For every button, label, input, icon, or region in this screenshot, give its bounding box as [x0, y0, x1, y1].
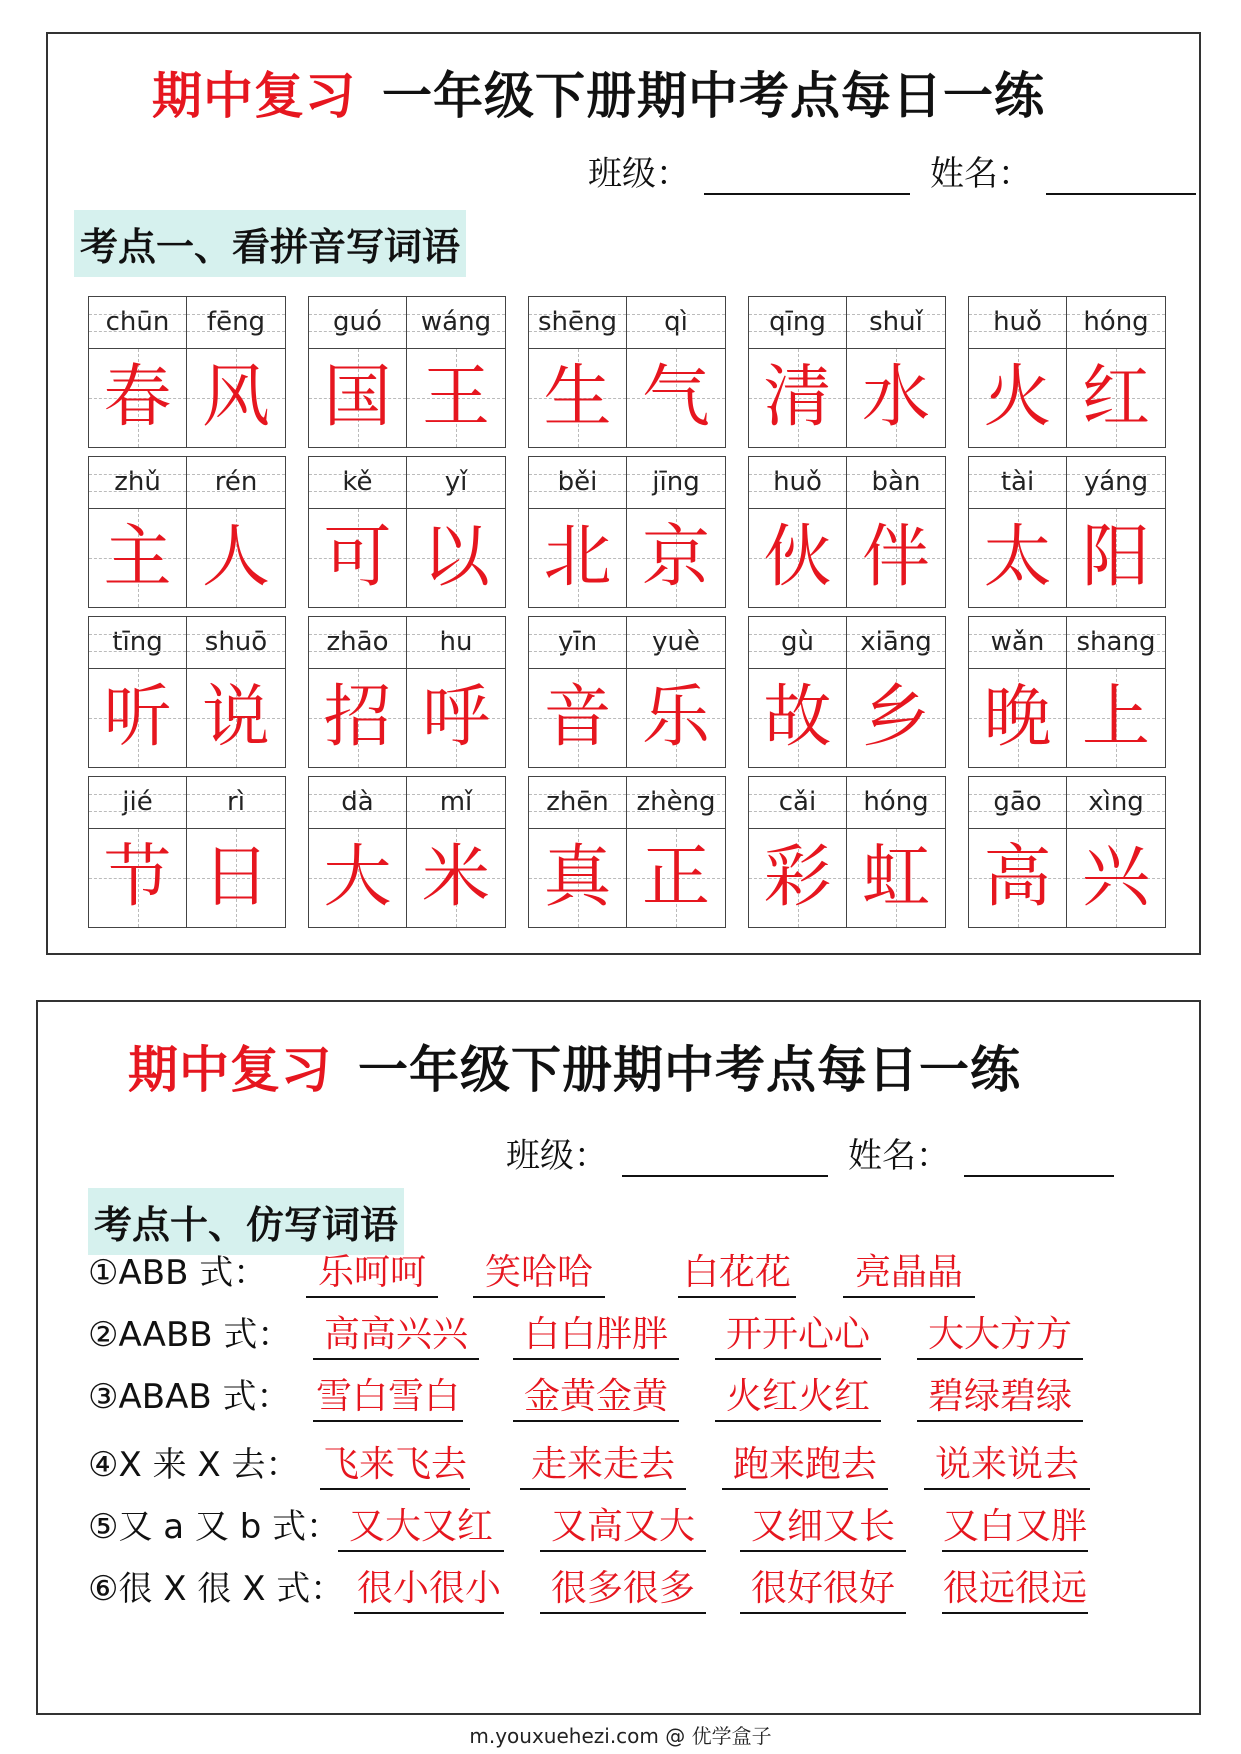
- word-card: [308, 776, 506, 928]
- hanzi-answer: 兴: [1081, 838, 1150, 917]
- hanzi-answer: 气: [641, 358, 710, 437]
- hanzi-answer: 说: [201, 678, 270, 757]
- worksheet-imitation: [36, 1000, 1201, 1715]
- answer-blank[interactable]: 白花花: [678, 1250, 796, 1298]
- pinyin-label: hóng: [847, 777, 945, 829]
- name-label: 姓名：: [930, 154, 1032, 194]
- pattern-label: ①ABB 式：: [88, 1253, 268, 1293]
- name-label: 姓名：: [848, 1136, 950, 1176]
- character-cell: [847, 617, 945, 767]
- imitation-row: [88, 1500, 1188, 1552]
- hanzi-box[interactable]: [969, 829, 1066, 927]
- pattern-label: ⑥很 X 很 X 式：: [88, 1569, 345, 1609]
- class-blank[interactable]: [704, 157, 910, 195]
- hanzi-answer: 听: [103, 678, 172, 757]
- character-cell: [627, 777, 725, 927]
- character-cell: [407, 457, 505, 607]
- answer-blank[interactable]: 又细又长: [740, 1504, 906, 1552]
- hanzi-box[interactable]: [1067, 829, 1165, 927]
- answer-blank[interactable]: 飞来飞去: [320, 1442, 470, 1490]
- hanzi-box[interactable]: [1067, 509, 1165, 607]
- worksheet-pinyin: [46, 32, 1201, 955]
- pinyin-label: dà: [309, 777, 406, 829]
- word-card: [968, 296, 1166, 448]
- character-cell: [187, 297, 285, 447]
- character-cell: [627, 457, 725, 607]
- word-card: [968, 616, 1166, 768]
- hanzi-answer: 伴: [861, 518, 930, 597]
- hanzi-box[interactable]: [627, 829, 725, 927]
- answer-blank[interactable]: 大大方方: [917, 1312, 1083, 1360]
- word-card: [528, 296, 726, 448]
- character-cell: [89, 297, 187, 447]
- hanzi-box[interactable]: [969, 669, 1066, 767]
- pinyin-label: rén: [187, 457, 285, 509]
- character-cell: [309, 297, 407, 447]
- word-card: [308, 456, 506, 608]
- pinyin-label: yǐ: [407, 457, 505, 509]
- pinyin-label: bàn: [847, 457, 945, 509]
- hanzi-box[interactable]: [187, 509, 285, 607]
- character-cell: [187, 617, 285, 767]
- pinyin-label: qīng: [749, 297, 846, 349]
- hanzi-box[interactable]: [627, 349, 725, 447]
- hanzi-box[interactable]: [89, 509, 186, 607]
- character-cell: [89, 617, 187, 767]
- hanzi-answer: 人: [201, 518, 270, 597]
- answer-blank[interactable]: 开开心心: [715, 1312, 881, 1360]
- character-cell: [187, 777, 285, 927]
- imitation-row: [88, 1370, 1188, 1422]
- character-cell: [407, 777, 505, 927]
- pinyin-label: hu: [407, 617, 505, 669]
- hanzi-box[interactable]: [749, 829, 846, 927]
- hanzi-answer: 红: [1081, 358, 1150, 437]
- answer-blank[interactable]: 很远很远: [942, 1566, 1088, 1614]
- word-card: [88, 456, 286, 608]
- pinyin-label: tīng: [89, 617, 186, 669]
- hanzi-answer: 主: [103, 518, 172, 597]
- word-card: [88, 616, 286, 768]
- hanzi-box[interactable]: [847, 509, 945, 607]
- answer-blank[interactable]: 金黄金黄: [513, 1374, 679, 1422]
- hanzi-box[interactable]: [1067, 669, 1165, 767]
- character-cell: [847, 777, 945, 927]
- pinyin-label: chūn: [89, 297, 186, 349]
- answer-blank[interactable]: 雪白雪白: [313, 1374, 463, 1422]
- hanzi-box[interactable]: [309, 349, 406, 447]
- character-cell: [187, 457, 285, 607]
- class-label: 班级：: [506, 1136, 608, 1176]
- hanzi-answer: 正: [641, 838, 710, 917]
- imitation-row: [88, 1562, 1188, 1614]
- hanzi-answer: 京: [641, 518, 710, 597]
- answer-blank[interactable]: 笑哈哈: [473, 1250, 605, 1298]
- hanzi-answer: 高: [983, 838, 1052, 917]
- answer-blank[interactable]: 白白胖胖: [513, 1312, 679, 1360]
- hanzi-answer: 乡: [861, 678, 930, 757]
- pattern-label: ③ABAB 式：: [88, 1377, 291, 1417]
- hanzi-answer: 水: [861, 358, 930, 437]
- character-cell: [1067, 777, 1165, 927]
- pinyin-label: yuè: [627, 617, 725, 669]
- hanzi-answer: 王: [421, 358, 490, 437]
- pinyin-label: wáng: [407, 297, 505, 349]
- hanzi-answer: 晚: [983, 678, 1052, 757]
- pinyin-label: cǎi: [749, 777, 846, 829]
- character-cell: [529, 297, 627, 447]
- hanzi-answer: 呼: [421, 678, 490, 757]
- hanzi-answer: 日: [201, 838, 270, 917]
- pinyin-label: gù: [749, 617, 846, 669]
- answer-blank[interactable]: 很多很多: [540, 1566, 706, 1614]
- character-cell: [749, 297, 847, 447]
- pinyin-label: shuǐ: [847, 297, 945, 349]
- pattern-label: ⑤又 a 又 b 式：: [88, 1507, 341, 1547]
- hanzi-answer: 阳: [1081, 518, 1150, 597]
- imitation-row: [88, 1308, 1188, 1360]
- answer-blank[interactable]: 很好很好: [740, 1566, 906, 1614]
- answer-blank[interactable]: 碧绿碧绿: [917, 1374, 1083, 1422]
- hanzi-answer: 风: [201, 358, 270, 437]
- hanzi-answer: 火: [983, 358, 1052, 437]
- character-cell: [969, 777, 1067, 927]
- hanzi-answer: 音: [543, 678, 612, 757]
- word-card: [748, 616, 946, 768]
- hanzi-box[interactable]: [627, 669, 725, 767]
- pinyin-label: zhèng: [627, 777, 725, 829]
- pattern-label: ②AABB 式：: [88, 1315, 292, 1355]
- hanzi-box[interactable]: [529, 669, 626, 767]
- pinyin-label: qì: [627, 297, 725, 349]
- pinyin-label: fēng: [187, 297, 285, 349]
- pinyin-label: yáng: [1067, 457, 1165, 509]
- character-cell: [1067, 297, 1165, 447]
- character-cell: [627, 297, 725, 447]
- character-cell: [309, 457, 407, 607]
- hanzi-box[interactable]: [407, 349, 505, 447]
- pattern-label: ④X 来 X 去：: [88, 1445, 300, 1485]
- pinyin-label: běi: [529, 457, 626, 509]
- hanzi-answer: 乐: [641, 678, 710, 757]
- answer-blank[interactable]: 亮晶晶: [843, 1250, 975, 1298]
- character-cell: [749, 457, 847, 607]
- name-blank[interactable]: [1046, 157, 1196, 195]
- student-info: [506, 1128, 1114, 1177]
- hanzi-box[interactable]: [969, 349, 1066, 447]
- hanzi-box[interactable]: [407, 509, 505, 607]
- hanzi-box[interactable]: [847, 349, 945, 447]
- word-card: [968, 456, 1166, 608]
- pinyin-label: zhāo: [309, 617, 406, 669]
- hanzi-answer: 彩: [763, 838, 832, 917]
- character-cell: [529, 617, 627, 767]
- answer-blank[interactable]: 乐呵呵: [306, 1250, 438, 1298]
- hanzi-box[interactable]: [749, 509, 846, 607]
- student-info: [588, 146, 1196, 195]
- character-cell: [749, 777, 847, 927]
- character-cell: [407, 617, 505, 767]
- pinyin-label: gāo: [969, 777, 1066, 829]
- name-blank[interactable]: [964, 1139, 1114, 1177]
- worksheet-title: [128, 1030, 1021, 1102]
- hanzi-box[interactable]: [407, 669, 505, 767]
- hanzi-box[interactable]: [969, 509, 1066, 607]
- character-cell: [847, 297, 945, 447]
- hanzi-box[interactable]: [187, 349, 285, 447]
- word-card: [748, 776, 946, 928]
- class-blank[interactable]: [622, 1139, 828, 1177]
- answer-blank[interactable]: 说来说去: [924, 1442, 1090, 1490]
- word-card: [968, 776, 1166, 928]
- hanzi-box[interactable]: [309, 829, 406, 927]
- character-cell: [89, 777, 187, 927]
- hanzi-box[interactable]: [529, 349, 626, 447]
- pinyin-label: zhēn: [529, 777, 626, 829]
- hanzi-answer: 太: [983, 518, 1052, 597]
- pinyin-label: shuō: [187, 617, 285, 669]
- pinyin-label: shēng: [529, 297, 626, 349]
- pinyin-label: jīng: [627, 457, 725, 509]
- imitation-row: [88, 1438, 1188, 1490]
- hanzi-box[interactable]: [847, 669, 945, 767]
- pinyin-label: guó: [309, 297, 406, 349]
- word-card: [528, 456, 726, 608]
- pinyin-word-grid: [88, 296, 1166, 928]
- hanzi-answer: 生: [543, 358, 612, 437]
- character-cell: [1067, 617, 1165, 767]
- hanzi-answer: 北: [543, 518, 612, 597]
- character-cell: [969, 457, 1067, 607]
- character-cell: [749, 617, 847, 767]
- hanzi-answer: 春: [103, 358, 172, 437]
- hanzi-box[interactable]: [847, 829, 945, 927]
- hanzi-box[interactable]: [627, 509, 725, 607]
- pinyin-label: xìng: [1067, 777, 1165, 829]
- word-card: [748, 456, 946, 608]
- character-cell: [89, 457, 187, 607]
- answer-blank[interactable]: 走来走去: [520, 1442, 686, 1490]
- answer-blank[interactable]: 很小很小: [354, 1566, 504, 1614]
- hanzi-answer: 清: [763, 358, 832, 437]
- answer-blank[interactable]: 高高兴兴: [313, 1312, 479, 1360]
- hanzi-answer: 米: [421, 838, 490, 917]
- worksheet-title: [152, 56, 1045, 128]
- hanzi-box[interactable]: [187, 669, 285, 767]
- hanzi-answer: 上: [1081, 678, 1150, 757]
- character-cell: [309, 777, 407, 927]
- hanzi-box[interactable]: [529, 829, 626, 927]
- character-cell: [407, 297, 505, 447]
- title-black: 一年级下册期中考点每日一练: [382, 67, 1045, 125]
- imitation-row: [88, 1246, 1188, 1298]
- answer-blank[interactable]: 又高又大: [540, 1504, 706, 1552]
- pinyin-label: zhǔ: [89, 457, 186, 509]
- hanzi-answer: 故: [763, 678, 832, 757]
- hanzi-box[interactable]: [309, 669, 406, 767]
- pinyin-label: kě: [309, 457, 406, 509]
- word-card: [88, 296, 286, 448]
- title-red: 期中复习: [152, 67, 356, 125]
- pinyin-label: rì: [187, 777, 285, 829]
- pinyin-label: yīn: [529, 617, 626, 669]
- hanzi-box[interactable]: [749, 669, 846, 767]
- hanzi-box[interactable]: [89, 349, 186, 447]
- character-cell: [969, 297, 1067, 447]
- hanzi-box[interactable]: [89, 669, 186, 767]
- word-card: [528, 776, 726, 928]
- hanzi-answer: 可: [323, 518, 392, 597]
- word-card: [528, 616, 726, 768]
- answer-blank[interactable]: 又大又红: [338, 1504, 504, 1552]
- footer-source: m.youxuehezi.com @ 优学盒子: [469, 1724, 772, 1748]
- hanzi-answer: 以: [421, 518, 490, 597]
- character-cell: [529, 457, 627, 607]
- pinyin-label: jié: [89, 777, 186, 829]
- hanzi-answer: 大: [323, 838, 392, 917]
- pinyin-label: huǒ: [749, 457, 846, 509]
- hanzi-box[interactable]: [89, 829, 186, 927]
- answer-blank[interactable]: 又白又胖: [942, 1504, 1088, 1552]
- hanzi-box[interactable]: [1067, 349, 1165, 447]
- pinyin-label: xiāng: [847, 617, 945, 669]
- title-red: 期中复习: [128, 1041, 332, 1099]
- hanzi-answer: 虹: [861, 838, 930, 917]
- answer-blank[interactable]: 跑来跑去: [722, 1442, 888, 1490]
- hanzi-box[interactable]: [529, 509, 626, 607]
- pinyin-label: hóng: [1067, 297, 1165, 349]
- hanzi-box[interactable]: [749, 349, 846, 447]
- pinyin-label: tài: [969, 457, 1066, 509]
- hanzi-answer: 招: [323, 678, 392, 757]
- section-heading: 考点一、看拼音写词语: [74, 210, 466, 277]
- word-card: [308, 296, 506, 448]
- hanzi-box[interactable]: [187, 829, 285, 927]
- word-card: [88, 776, 286, 928]
- character-cell: [529, 777, 627, 927]
- hanzi-box[interactable]: [309, 509, 406, 607]
- pinyin-label: huǒ: [969, 297, 1066, 349]
- character-cell: [1067, 457, 1165, 607]
- character-cell: [847, 457, 945, 607]
- section-heading: 考点十、仿写词语: [88, 1188, 404, 1255]
- title-black: 一年级下册期中考点每日一练: [358, 1041, 1021, 1099]
- pinyin-label: mǐ: [407, 777, 505, 829]
- character-cell: [309, 617, 407, 767]
- hanzi-answer: 节: [103, 838, 172, 917]
- pinyin-label: shang: [1067, 617, 1165, 669]
- pinyin-label: wǎn: [969, 617, 1066, 669]
- word-card: [748, 296, 946, 448]
- class-label: 班级：: [588, 154, 690, 194]
- hanzi-answer: 国: [323, 358, 392, 437]
- word-card: [308, 616, 506, 768]
- answer-blank[interactable]: 火红火红: [715, 1374, 881, 1422]
- hanzi-box[interactable]: [407, 829, 505, 927]
- hanzi-answer: 真: [543, 838, 612, 917]
- character-cell: [627, 617, 725, 767]
- character-cell: [969, 617, 1067, 767]
- hanzi-answer: 伙: [763, 518, 832, 597]
